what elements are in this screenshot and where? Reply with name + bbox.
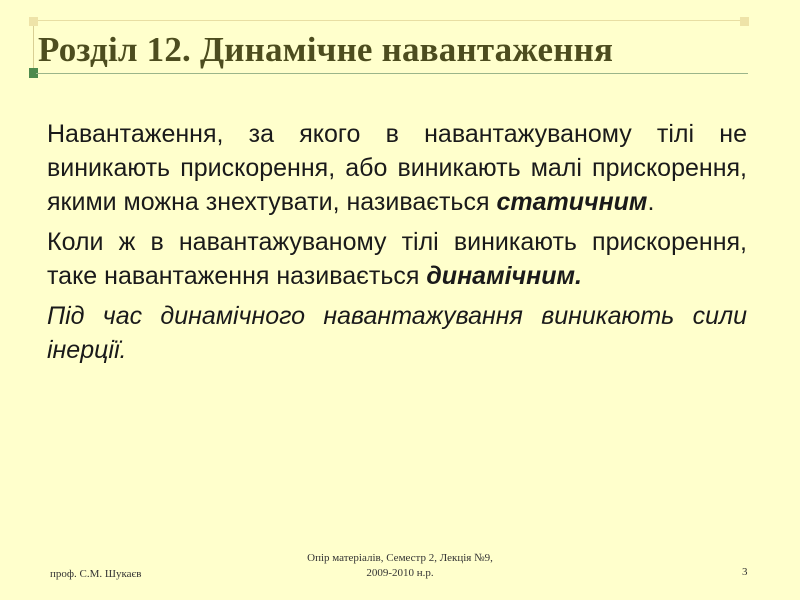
page-number: 3 [742, 566, 748, 578]
corner-square-top-left [29, 17, 38, 26]
slide-body [47, 117, 747, 373]
paragraph-static-load [47, 117, 747, 219]
paragraph-text: Коли ж в навантажуваному тілі виникають прискорення, таке навантаження називається [47, 228, 747, 290]
term-dynamic: динамічним [426, 262, 575, 290]
footer-author: проф. С.М. Шукаєв [50, 568, 142, 580]
term-static: статичним [496, 188, 648, 216]
paragraph-punctuation: . [574, 262, 582, 290]
footer-course-line1: Опір матеріалів, Семестр 2, Лекція №9, [307, 552, 493, 564]
paragraph-inertia: Під час динамічного навантажування виникають сили інерції. [47, 302, 747, 364]
corner-square-top-right [740, 17, 749, 26]
footer-course [270, 551, 530, 600]
paragraph-punctuation: . [647, 188, 655, 216]
footer-course-line2: 2009-2010 н.р. [366, 567, 434, 579]
paragraph-text: Навантаження, за якого в навантажуваному тілі не виникають прискорення, або виникають малі прискорення, якими можна знехтувати, називається [47, 120, 747, 216]
title-underline [36, 73, 748, 74]
slide-title: Розділ 12. Динамічне навантаження [38, 30, 614, 69]
paragraph-dynamic-load [47, 225, 747, 293]
top-rule [29, 20, 749, 21]
